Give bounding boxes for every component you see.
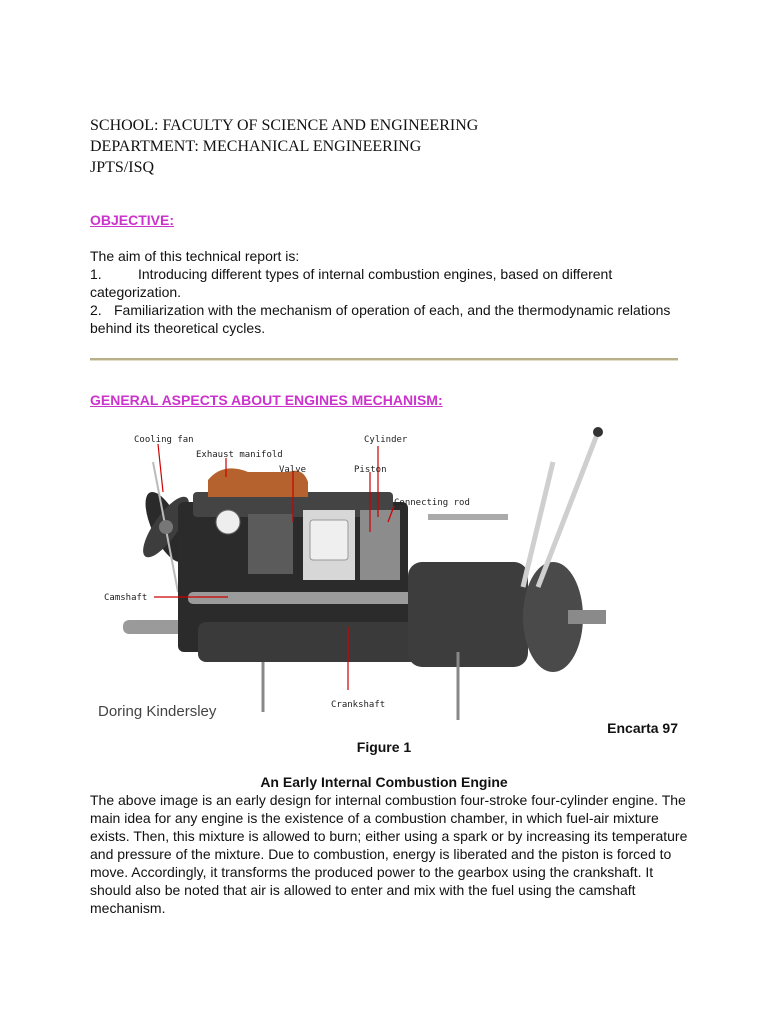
label-cooling-fan: Cooling fan xyxy=(134,435,194,445)
rear-shaft xyxy=(568,610,606,624)
front-shaft xyxy=(123,620,183,634)
lever-knob xyxy=(593,427,603,437)
department-line: DEPARTMENT: MECHANICAL ENGINEERING xyxy=(90,138,422,155)
engine-figure xyxy=(98,422,610,722)
camshaft-shape xyxy=(188,592,428,604)
photo-credit: Doring Kindersley xyxy=(98,703,217,720)
label-connecting-rod: Connecting rod xyxy=(394,498,470,508)
label-camshaft: Camshaft xyxy=(104,593,148,603)
objective-heading: OBJECTIVE: xyxy=(90,212,175,228)
label-exhaust-manifold: Exhaust manifold xyxy=(196,450,283,460)
body-paragraph: The above image is an early design for internal combustion four-stroke four-cylinder engine. The main idea for any engine is the existence of a combustion chamber, in which fuel-air mixture exists. Then, this mixture is allowed to burn; either using a spark or by increasing its temperature and pressure of the mixture. Due to combustion, energy is liberated and the piston is forced to move. Accordingly, it transforms the produced power to the gearbox using the crankshaft. It should also be noted that air is allowed to enter and mix with the fuel using the camshaft mechanism. xyxy=(90,792,688,916)
oil-pan xyxy=(198,622,418,662)
connecting-pipe xyxy=(428,514,508,520)
piston-shape xyxy=(310,520,348,560)
label-valve: Valve xyxy=(279,465,307,475)
objective-item-1-text: Introducing different types of internal combustion engines, based on different categorization. xyxy=(90,266,613,300)
objective-intro: The aim of this technical report is: xyxy=(90,248,300,264)
figure-number: Figure 1 xyxy=(356,739,412,755)
objective-item-1-number: 1. xyxy=(90,266,102,282)
label-cylinder: Cylinder xyxy=(364,435,408,445)
objective-item-2 xyxy=(90,301,690,337)
horizontal-divider xyxy=(90,358,678,361)
valve-disc xyxy=(216,510,240,534)
gearbox xyxy=(408,562,528,667)
objective-item-1 xyxy=(90,265,690,301)
school-line: SCHOOL: FACULTY OF SCIENCE AND ENGINEERING xyxy=(90,117,479,134)
label-piston: Piston xyxy=(354,465,387,475)
figure-caption: An Early Internal Combustion Engine xyxy=(260,774,508,790)
section-heading: GENERAL ASPECTS ABOUT ENGINES MECHANISM: xyxy=(90,392,443,408)
engine-illustration xyxy=(98,422,610,722)
objective-item-2-text: Familiarization with the mechanism of operation of each, and the thermodynamic relations behind its theoretical cycles. xyxy=(90,302,671,336)
objective-item-2-number: 2. xyxy=(90,302,102,318)
code-line: JPTS/ISQ xyxy=(90,159,155,176)
label-crankshaft: Crankshaft xyxy=(331,700,386,710)
figure-source: Encarta 97 xyxy=(607,720,678,736)
brake-lever xyxy=(538,432,598,587)
cylinder-cutaway-2 xyxy=(360,510,400,580)
valve-area xyxy=(248,514,293,574)
